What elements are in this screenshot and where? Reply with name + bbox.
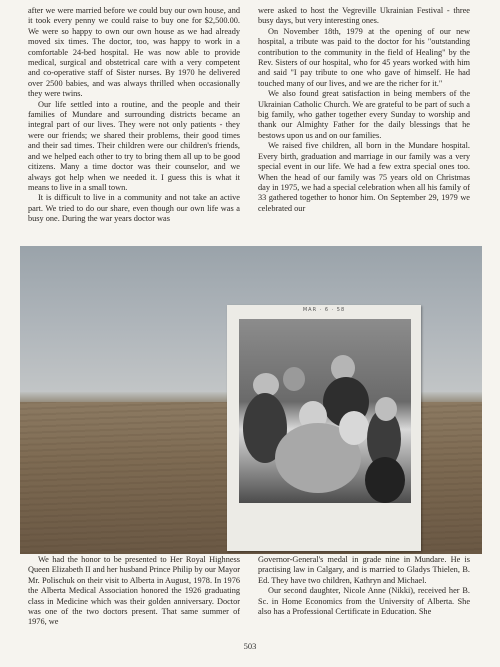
person-figure — [375, 397, 397, 421]
page-number: 503 — [243, 641, 257, 651]
person-figure — [339, 411, 369, 445]
paragraph: after we were married before we could buy our own house, and it took every penny we could raise to buy one for $2,500.00. We were so happy to own our own house as we had already moved six times. The doctor, too, was happy to work in a comfortable 24-bed hospital. He was now able to provide medical, surgical and obstetrical care with a very competent and co-operative staff of Sister nurses. By 1970 he delivered over 2500 babies, and was always thrilled when occasionally they were twins. — [28, 6, 240, 99]
paragraph: were asked to host the Vegreville Ukrainian Festival - three busy days, but very interesting ones. — [258, 6, 470, 26]
paragraph: Governor-General's medal in grade nine in Mundare. He is practising law in Calgary, and is married to Gladys Thielen, B. Ed. They have two children, Kathryn and Michael. — [258, 555, 470, 585]
left-column-top — [28, 6, 240, 250]
paragraph: Our life settled into a routine, and the people and their families of Mundare and surrounding districts became an integral part of our lives. They were not only patients - they were our friends; we shared their problems, their good times and their sad times. Their children were our children's friends, and we helped each other to try to bring them all up to be good citizens. Many a time doctor was their counselor, and we always got help when we needed it. I guess this is what it means to live in a small town. — [28, 99, 240, 192]
snapshot-date-stamp: MAR · 6 · 58 — [302, 307, 346, 313]
vintage-snapshot — [227, 305, 421, 551]
paragraph: On November 18th, 1979 at the opening of our new hospital, a tribute was paid to the doctor for his "outstanding contribution to the community in the field of Healing" by the Rev. Sisters of our hospital, who for 45 years worked with him and said "I pay tribute to one who gave of himself. He had touched many of our lives, and we are the richer for it." — [258, 26, 470, 88]
group-photo — [239, 319, 411, 503]
left-column-bottom — [28, 555, 240, 629]
paragraph: It is difficult to live in a community and not take an active part. We tried to do our share, even though our own life was a busy one. During the war years doctor was — [28, 193, 240, 224]
paragraph: We raised five children, all born in the Mundare hospital. Every birth, graduation and marriage in our family was a very special event in our life. We had a few extra special ones too. When the head of our family was 75 years old on Christmas day in 1975, we had a special celebration when all his family of 33 gathered together to honor him. On September 29, 1979 we celebrated our — [258, 141, 470, 213]
paragraph: Our second daughter, Nicole Anne (Nikki), received her B. Sc. in Home Economics from the University of Alberta. She also has a Professional Certificate in Education. She — [258, 586, 470, 617]
right-column-top — [258, 6, 470, 250]
person-figure — [283, 367, 305, 391]
paragraph: We had the honor to be presented to Her Royal Highness Queen Elizabeth II and her husband Prince Philip by our Mayor Mr. Polischuk on their visit to Alberta in August, 1978. In 1976 the Alberta Medical Association honored the 1926 graduating class in Medicine which was their golden anniversary. Doctor was one of the two doctors present. That same summer of 1976, we — [28, 555, 240, 627]
person-figure — [365, 457, 405, 503]
right-column-bottom — [258, 555, 470, 641]
paragraph: We also found great satisfaction in being members of the Ukrainian Catholic Church. We are grateful to be part of such a big family, who gather together every Sunday to worship and thank our Almighty Father for the daily blessings that he bestows upon us and on our families. — [258, 89, 470, 140]
